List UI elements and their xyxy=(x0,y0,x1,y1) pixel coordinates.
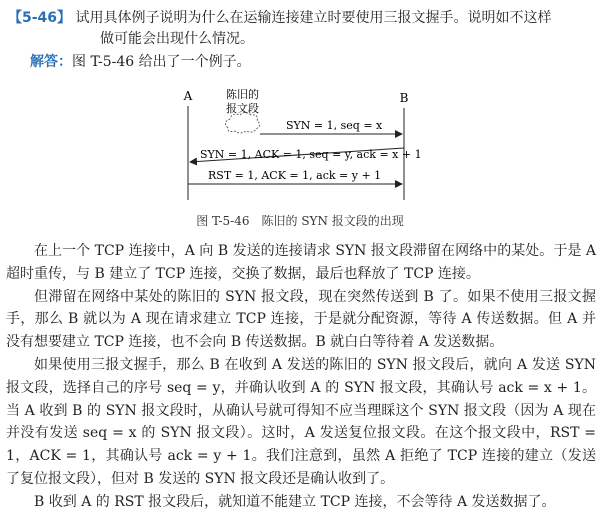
paragraph-4: B 收到 A 的 RST 报文段后，就知道不能建立 TCP 连接，不会等待 A 发送数据了。 xyxy=(34,493,556,510)
question-text-line2: 做可能会出现什么情况。 xyxy=(100,31,254,47)
question-text-line1: 试用具体例子说明为什么在运输连接建立时要使用三报文握手。说明如不这样 xyxy=(75,10,552,26)
answer-intro xyxy=(30,52,251,72)
paragraph-2: 但滞留在网络中某处的陈旧的 SYN 报文段，现在突然传送到 B 了。如果不使用三报文握手，那么 B 就以为 A 现在请求建立 TCP 连接，于是就分配资源，等待 A 传送数据。但 A 并没有想要建立 TCP 连接，也不会向 B 传送数据。B 就白白等待着 A 发送数据。 xyxy=(6,288,596,351)
host-a-label: A xyxy=(183,89,193,103)
answer-label: 解答： xyxy=(30,54,72,70)
answer-intro-text: 图 T-5-46 给出了一个例子。 xyxy=(72,54,251,70)
answer-body xyxy=(6,240,596,514)
tcp-handshake-diagram xyxy=(140,82,460,210)
paragraph-3: 如果使用三报文握手，那么 B 在收到 A 发送的陈旧的 SYN 报文段后，就向 A 发送 SYN 报文段，选择自己的序号 seq = y，并确认收到 A 的 SYN 报文段，其确认号 ack = x + 1。当 A 收到 B 的 SYN 报文段时，从确认号就可得知不应当理睬这个 SYN 报文段（因为 A 现在并没有发送 seq = x 的 SYN 报文段）。这时，A 发送复位报文段。在这个报文段中，RST = 1，ACK = 1，其确认号 ack = y + 1。我们注意到，虽然 A 拒绝了 TCP 连接的建立（发送了复位报文段），但对 B 发送的 SYN 报文段还是确认收到了。 xyxy=(6,356,596,487)
paragraph-1: 在上一个 TCP 连接中，A 向 B 发送的连接请求 SYN 报文段滞留在网络中的某处。于是 A 超时重传，与 B 建立了 TCP 连接，交换了数据，最后也释放了 TCP 连接。 xyxy=(6,243,596,282)
stale-segment-label-2: 报文段 xyxy=(226,102,259,115)
network-cloud-icon xyxy=(225,113,259,134)
figure-caption: 图 T-5-46 陈旧的 SYN 报文段的出现 xyxy=(196,214,404,228)
syn-label: SYN = 1, seq = x xyxy=(286,119,383,132)
question xyxy=(8,8,594,50)
syn-ack-label: SYN = 1, ACK = 1, seq = y, ack = x + 1 xyxy=(200,148,422,161)
rst-label: RST = 1, ACK = 1, ack = y + 1 xyxy=(208,169,382,182)
question-number: 【5-46】 xyxy=(8,10,72,26)
stale-segment-label-1: 陈旧的 xyxy=(226,88,259,101)
host-b-label: B xyxy=(399,91,409,105)
